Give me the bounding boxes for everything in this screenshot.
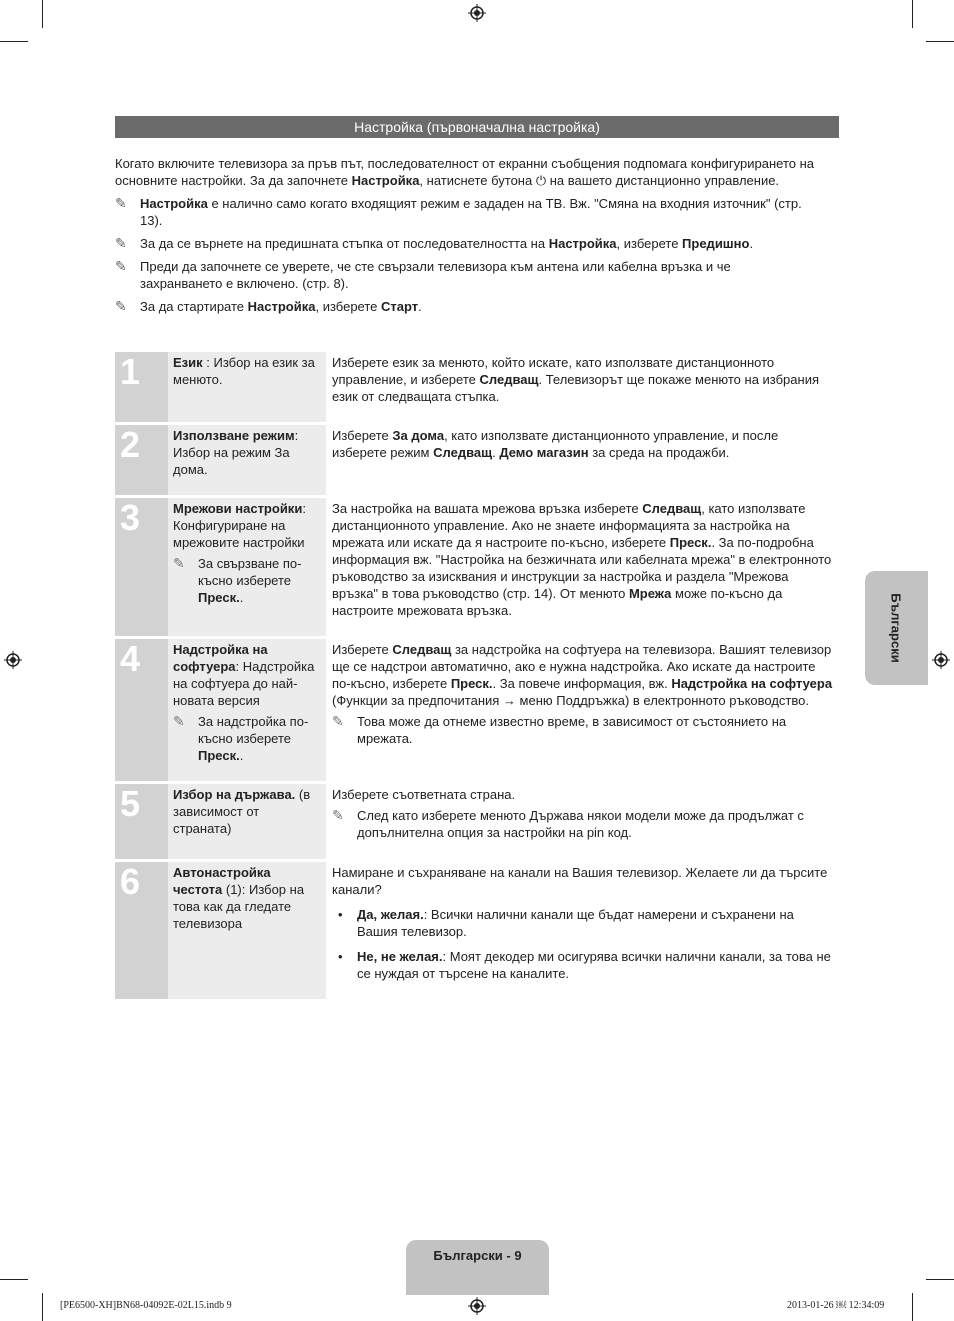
crop-mark (926, 1279, 954, 1280)
step-number: 3 (115, 498, 168, 636)
step-note: ✎ Това може да отнеме известно време, в зависимост от състоянието на мрежата. (332, 713, 787, 746)
step-description: За настройка на вашата мрежова връзка изберете Следващ, като използвате дистанционното управление. Ако не знаете информацията за настройка на мрежата или искате да я настроите по-късно, изберете Преск.. За по-подробна информация вж. "Настройка на безжичната или кабелната мрежа" в електронното ръководство за изисквания и инструкции за настройка и раздела "Мрежова връзка" в това ръководство (стр. 14). От менюто Мрежа може по-късно да настроите мрежовата връзка. (332, 501, 832, 618)
step-label-note: ✎ За надстройка по-късно изберете Преск.. (173, 713, 309, 763)
setup-steps-table (115, 352, 839, 1002)
step-label: Език : Избор на език за менюто. (168, 352, 326, 422)
step-description: Изберете Следващ за надстройка на софтуера на телевизора. Вашият телевизор ще се надстрои автоматично, ако е нужна надстройка. Ако искате да настроите по-късно, изберете Преск.. За повече информация, вж. Надстройка на софтуера (Функции за предпочитания → меню Поддръжка) в електронното ръководство. ✎ Това може да отнеме известно време, в зависимост от състоянието на мрежата. (332, 642, 833, 746)
step-label-note: ✎ За свързване по-късно изберете Преск.. (173, 555, 302, 605)
registration-mark-icon (468, 1297, 486, 1315)
step-number: 1 (115, 352, 168, 422)
step-number: 5 (115, 784, 168, 859)
list-item: • Да, желая.: Всички налични канали ще бъдат намерени и съхранени на Вашия телевизор. (338, 907, 794, 939)
step-label: Автонастройка честота (1): Избор на това как да гледате телевизора (168, 862, 326, 999)
intro-note: ✎ За да стартирате Настройка, изберете Старт. (115, 298, 422, 314)
step-note: ✎ След като изберете менюто Държава някои модели може да продължат с допълнителна опция за настройки на pin код. (332, 807, 804, 840)
intro-note: ✎ За да се върнете на предишната стъпка от последователността на Настройка, изберете Предишно. (115, 235, 754, 251)
registration-mark-icon (4, 651, 22, 669)
crop-mark (42, 0, 43, 28)
crop-mark (0, 41, 28, 42)
pencil-note-icon: ✎ (115, 258, 127, 274)
step-row (115, 352, 839, 422)
step-row (115, 639, 839, 781)
step-label: Избор на държава. (в зависимост от страната) (168, 784, 326, 859)
step-number: 6 (115, 862, 168, 999)
step-number: 4 (115, 639, 168, 781)
intro-section (115, 155, 815, 315)
intro-paragraph: Когато включите телевизора за пръв път, последователност от екранни съобщения подпомага конфигурирането на основните настройки. За да започнете Настройка, натиснете бутона ⏻ на вашето дистанционно управление. (115, 156, 815, 188)
pencil-note-icon: ✎ (115, 195, 127, 211)
pencil-note-icon: ✎ (332, 807, 344, 823)
step-row (115, 425, 839, 495)
step-description: Изберете съответната страна. ✎ След като изберете менюто Държава някои модели може да продължат с допълнителна опция за настройки на pin код. (326, 784, 839, 859)
registration-mark-icon (468, 4, 486, 22)
intro-note: ✎ Преди да започнете се уверете, че сте свързали телевизора към антена или кабелна връзка и че захранването е включено. (стр. 8). (115, 258, 731, 291)
pencil-note-icon: ✎ (332, 713, 344, 729)
step-description: Изберете За дома, като използвате дистанционното управление, и после изберете режим Следващ. Демо магазин за среда на продажби. (332, 428, 779, 460)
step-label: Надстройка на софтуера: Надстройка на софтуера до най-новата версия ✎ За надстройка по-късно изберете Преск.. (168, 639, 326, 781)
step-description: Намиране и съхраняване на канали на Вашия телевизор. Желаете ли да търсите канали? • Да, желая.: Всички налични канали ще бъдат намерени и съхранени на Вашия телевизор. • Не, не желая.: Моят декодер ми осигурява всички налични канали, за това не се нуждая от търсене на каналите. (326, 862, 839, 999)
crop-mark (42, 1293, 43, 1321)
pencil-note-icon: ✎ (173, 713, 185, 729)
registration-mark-icon (932, 651, 950, 669)
step-row (115, 862, 839, 999)
crop-mark (912, 1293, 913, 1321)
page-number-tab: Български - 9 (406, 1240, 549, 1295)
crop-mark (0, 1279, 28, 1280)
footer-file-info: [PE6500-XH]BN68-04092E-02L15.indb 9 (60, 1300, 232, 1311)
step-label: Мрежови настройки: Конфигуриране на мрежовите настройки ✎ За свързване по-късно изберете Преск.. (168, 498, 326, 636)
step-label: Използване режим: Избор на режим За дома. (168, 425, 326, 495)
step-number: 2 (115, 425, 168, 495)
step-description: Изберете език за менюто, който искате, като използвате дистанционното управление, и изберете Следващ. Телевизорът ще покаже менюто на избрания език от следващата стъпка. (332, 355, 819, 404)
power-icon: ⏻ (535, 173, 547, 188)
bullet-icon: • (338, 907, 343, 922)
intro-note: ✎ Настройка е налично само когато входящият режим е зададен на ТВ. Вж. "Смяна на входния източник" (стр. 13). (115, 195, 802, 228)
footer-timestamp: 2013-01-26 ￼ 12:34:09 (787, 1300, 885, 1311)
pencil-note-icon: ✎ (173, 555, 185, 571)
language-side-tab: Български (865, 571, 928, 685)
crop-mark (926, 41, 954, 42)
step-row (115, 498, 839, 636)
section-title: Настройка (първоначална настройка) (115, 116, 839, 138)
step-row (115, 784, 839, 859)
crop-mark (912, 0, 913, 28)
list-item: • Не, не желая.: Моят декодер ми осигурява всички налични канали, за това не се нуждая от търсене на каналите. (338, 949, 831, 981)
pencil-note-icon: ✎ (115, 298, 127, 314)
pencil-note-icon: ✎ (115, 235, 127, 251)
bullet-icon: • (338, 949, 343, 964)
